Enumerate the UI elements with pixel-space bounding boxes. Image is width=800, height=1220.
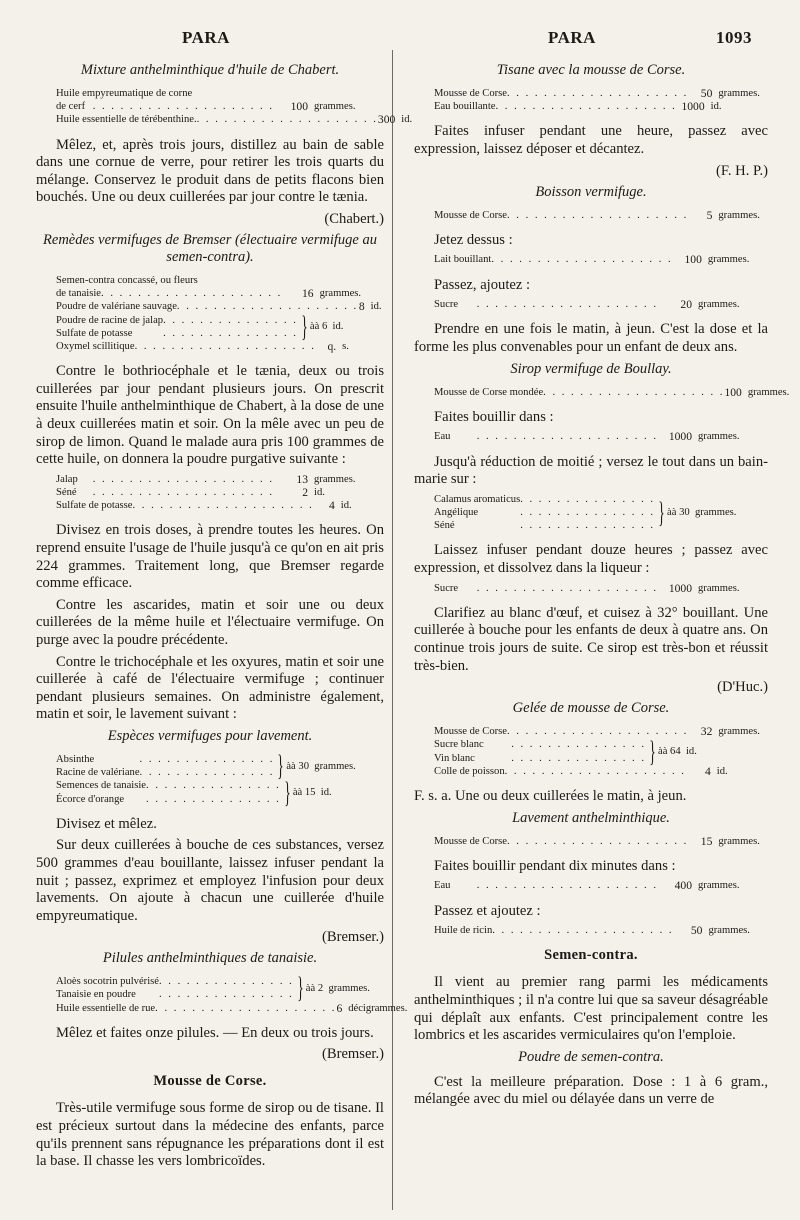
ingredient-row (434, 506, 655, 519)
group-quantity (658, 745, 768, 758)
group-quantity (310, 320, 384, 333)
ingredient-row (434, 738, 646, 751)
ingredient-quantity: q. (327, 340, 337, 353)
ingredient-row (56, 499, 384, 512)
leader-dots: . . . . . . . . . . . . . . . (146, 793, 281, 805)
paragraph: Passez et ajoutez : (434, 902, 541, 919)
ingredient-unit: grammes. (707, 254, 750, 266)
ingredient-row (434, 582, 768, 595)
ingredient-group-items (434, 493, 655, 533)
paragraph: Passez, ajoutez : (434, 276, 531, 293)
ingredient-name: Calamus aromaticus (434, 493, 521, 505)
ingredient-name: Semen-contra concassé, ou fleurs (56, 274, 198, 286)
paragraph: Contre le trichocéphale et les oxyures, matin et soir une cuillerée à café de l'électuaire vermifuge ; continuer pendant plusieurs semaines. On administre également, matin et soir, le lavement suivant : (36, 653, 384, 723)
leader-dots: . . . . . . . . . . . . . . . . . . . . (92, 101, 274, 113)
leader-dots: . . . . . . . . . . . . . . . (511, 739, 646, 751)
paragraph: Très-utile vermifuge sous forme de sirop ou de tisane. Il est précieux surtout dans la médecine des enfants, parce qu'ils prennent sans répugnance les préparations dont il est la base. Il chasse les vers lombricoïdes. (36, 1100, 384, 1170)
group-quantity (306, 982, 384, 995)
ingredient-group-items (56, 975, 294, 1001)
ingredient-name: Sucre (434, 299, 459, 311)
ingredient-row (434, 385, 790, 399)
ingredient-quantity: 1000 (668, 430, 692, 444)
ingredient-unit: grammes. (319, 288, 362, 300)
leader-dots: . . . . . . . . . . . . . . . (163, 327, 298, 339)
ingredient-row (56, 975, 294, 988)
recipe-lavement-species (56, 749, 384, 809)
ingredient-name: Tanaisie en poudre (56, 989, 136, 1001)
ingredient-unit: s. (342, 341, 349, 352)
leader-dots: . . . . . . . . . . . . . . . . . . . . (155, 1002, 337, 1014)
paragraph: Sur deux cuillerées à bouche de ces substances, versez 500 grammes d'eau bouillante, laissez infuser pendant la nuit ; passez, exprimez et employez l'infusion pour deux lavements. On ajoute à chacun une cuillerée d'huile empyreumatique. (36, 837, 384, 924)
group-quantity (286, 760, 384, 773)
ingredient-unit: id. (401, 114, 413, 126)
ingredient-row (434, 725, 768, 738)
ingredient-unit: grammes. (708, 925, 750, 937)
ingredient-name: Poudre de valériane sauvage (56, 301, 177, 313)
ingredient-unit: grammes. (718, 209, 760, 221)
ingredient-group (434, 493, 768, 533)
ingredient-unit: id. (320, 786, 332, 798)
ingredient-row (434, 519, 655, 532)
leader-dots: . . . . . . . . . . . . . . . (139, 753, 275, 765)
ingredient-name: Mousse de Corse mondée (434, 386, 544, 398)
ingredient-row (434, 752, 646, 765)
ingredient-quantity: 300 (377, 113, 396, 127)
ingredient-row (56, 287, 384, 300)
recipe-lavement-3 (434, 924, 768, 937)
leader-dots: . . . . . . . . . . . . . . . . . . . . (492, 925, 674, 937)
ingredient-unit: grammes. (698, 880, 740, 892)
ingredient-name: Sulfate de potasse (56, 500, 133, 512)
heading-poudre-semen-contra: Poudre de semen-contra. (518, 1048, 664, 1065)
ingredient-name: Huile de ricin (434, 925, 493, 937)
ingredient-unit: grammes. (718, 726, 760, 738)
recipe-tisane (434, 87, 768, 113)
leader-dots: . . . . . . . . . . . . . . . (520, 520, 656, 532)
ingredient-group-items (56, 753, 274, 779)
page-number: 1093 (716, 28, 752, 47)
brace-icon: } (284, 775, 291, 809)
ingredient-row (434, 765, 768, 778)
recipe-bremser-electuary (56, 274, 384, 353)
ingredient-row (56, 340, 384, 353)
ingredient-name: Lait bouillant (434, 254, 492, 266)
brace-icon: } (297, 971, 304, 1005)
leader-dots: . . . . . . . . . . . . . . . . . . . . (495, 101, 677, 113)
ingredient-row (56, 766, 274, 779)
ingredient-quantity: 4 (328, 499, 335, 513)
ingredient-unit: grammes. (698, 299, 740, 311)
ingredient-name: Séné (56, 486, 77, 498)
right-column (414, 58, 790, 1113)
ingredient-name: Huile empyreumatique de corne (56, 88, 193, 99)
ingredient-row (56, 486, 384, 499)
ingredient-row (56, 100, 384, 113)
ingredient-row (56, 327, 298, 340)
ingredient-name: Mousse de Corse (434, 835, 507, 847)
ingredient-unit: id. (685, 745, 697, 757)
ingredient-row (434, 209, 768, 222)
paragraph: Faites bouillir dans : (434, 408, 554, 425)
ingredient-quantity: 50 (700, 87, 713, 100)
leader-dots: . . . . . . . . . . . . . . . . . . . . (476, 299, 658, 311)
attribution: (D'Huc.) (717, 679, 768, 696)
attribution: (Chabert.) (324, 210, 384, 227)
recipe-boisson-1 (434, 209, 768, 222)
ingredient-row (434, 879, 768, 892)
ingredient-quantity: 13 (296, 472, 308, 486)
recipe-tanaisie-pills (56, 971, 408, 1015)
ingredient-unit: id. (716, 765, 728, 777)
ingredient-row (434, 493, 655, 506)
ingredient-name: Sulfate de potasse (56, 327, 133, 339)
heading-sirop-boullay: Sirop vermifuge de Boullay. (510, 360, 672, 377)
ingredient-name: Semences de tanaisie (56, 780, 147, 792)
ingredient-unit: id. (710, 101, 722, 113)
ingredient-quantity: 16 (302, 287, 314, 301)
ingredient-name: Mousse de Corse (434, 88, 507, 99)
leader-dots: . . . . . . . . . . . . . . . . . . . . (134, 341, 316, 352)
paragraph: F. s. a. Une ou deux cuillerées le matin, à jeun. (414, 787, 687, 804)
ingredient-name: Poudre de racine de jalap (56, 314, 164, 326)
ingredient-group (56, 309, 384, 343)
leader-dots: . . . . . . . . . . . . . . . . . . . . (476, 582, 658, 594)
ingredient-quantity: 100 (724, 385, 742, 399)
ingredient-row (56, 988, 294, 1001)
paragraph: Il vient au premier rang parmi les médicaments anthelminthiques ; il n'a contre lui que sa saveur désagréable qui déplaît aux enfants. C'est principalement contre les lombrics et les ascarides vermiculaires qu'on l'emploie. (414, 974, 768, 1044)
leader-dots: . . . . . . . . . . . . . . . . . . . . (476, 431, 658, 443)
paragraph: Contre les ascarides, matin et soir une ou deux cuillerées de la même huile et l'électuaire vermifuge. On purge avec la poudre précédente. (36, 596, 384, 648)
ingredient-row (56, 87, 384, 100)
recipe-boisson-2 (434, 253, 768, 266)
ingredient-name: Mousse de Corse (434, 726, 507, 738)
ingredient-group (56, 749, 384, 783)
ingredient-row (434, 430, 768, 443)
ingredient-unit: grammes. (314, 760, 356, 772)
recipe-chabert (56, 87, 413, 127)
leader-dots: . . . . . . . . . . . . . . . . . . . . (132, 500, 314, 512)
leader-dots: . . . . . . . . . . . . . . . (511, 752, 646, 764)
leader-dots: . . . . . . . . . . . . . . . (158, 989, 294, 1001)
heading-semen-contra: Semen-contra. (544, 947, 638, 964)
ingredient-name: Huile essentielle de térébenthine. (56, 114, 197, 126)
ingredient-unit: grammes. (718, 835, 760, 847)
paragraph: Mêlez et faites onze pilules. — En deux ou trois jours. (56, 1024, 374, 1041)
ingredient-name: Sucre (434, 582, 459, 594)
ingredient-quantity: 100 (290, 100, 308, 114)
ingredient-name: Racine de valériane (56, 767, 140, 779)
ingredient-unit: id. (370, 301, 382, 313)
leader-dots: . . . . . . . . . . . . . . . . . . . . (506, 209, 689, 221)
paragraph: Divisez en trois doses, à prendre toutes les heures. On reprend ensuite l'usage de l'huile jusqu'à ce qu'on en ait pris 224 grammes. Traitement long, que Bremser regarde comme efficace. (36, 522, 384, 592)
leader-dots: . . . . . . . . . . . . . . . . . . . . (543, 386, 725, 398)
ingredient-name: Sucre blanc (434, 739, 484, 751)
ingredient-name: Écorce d'orange (56, 793, 125, 805)
attribution: (Bremser.) (321, 929, 384, 946)
leader-dots: . . . . . . . . . . . . . . . (139, 767, 275, 779)
ingredient-name: Aloès socotrin pulvérisé (56, 976, 159, 988)
ingredient-name: Huile essentielle de rue (56, 1002, 156, 1014)
ingredient-name: Séné (434, 520, 455, 532)
ingredient-name: Absinthe (56, 753, 95, 765)
running-head-left: PARA (182, 28, 230, 47)
ingredient-name: Colle de poisson (434, 765, 505, 777)
ingredient-quantity: àà 2 (305, 982, 329, 994)
leader-dots: . . . . . . . . . . . . . . . . . . . . (196, 114, 378, 126)
paragraph: Jusqu'à réduction de moitié ; versez le tout dans un bain-marie sur : (414, 453, 768, 488)
leader-dots: . . . . . . . . . . . . . . . . . . . . (504, 765, 686, 777)
ingredient-quantity: 6 (336, 1001, 343, 1015)
ingredient-row (56, 793, 281, 806)
recipe-sirop-4 (434, 582, 768, 595)
recipe-sirop-1 (434, 385, 790, 399)
brace-icon: } (301, 309, 308, 343)
ingredient-quantity: 1000 (668, 581, 692, 595)
ingredient-row (56, 753, 274, 766)
leader-dots: . . . . . . . . . . . . . . . . . . . . (101, 288, 283, 300)
ingredient-quantity: àà 15 (292, 786, 321, 798)
paragraph: Laissez infuser pendant douze heures ; passez avec expression, et dissolvez dans la liqueur : (414, 542, 768, 576)
group-quantity (667, 506, 768, 519)
ingredient-row (434, 100, 768, 113)
recipe-purgative-powder (56, 473, 384, 513)
ingredient-quantity: àà 6 (309, 321, 333, 333)
leader-dots: . . . . . . . . . . . . . . . . . . . . (506, 835, 689, 847)
ingredient-quantity: àà 64 (658, 745, 686, 757)
ingredient-unit: grammes. (698, 582, 740, 594)
heading-chabert-mixture: Mixture anthelminthique d'huile de Chabert. (80, 62, 340, 78)
ingredient-name: Eau bouillante (434, 101, 496, 113)
heading-tanaisie-pills: Pilules anthelminthiques de tanaisie. (102, 950, 318, 967)
ingredient-row (56, 473, 384, 486)
heading-mousse-de-corse: Mousse de Corse. (153, 1073, 267, 1090)
ingredient-row (434, 298, 768, 311)
ingredient-group (56, 775, 384, 809)
recipe-sirop-2 (434, 430, 768, 443)
paragraph: Mêlez, et, après trois jours, distillez au bain de sable dans une cornue de verre, pour retirer les trois quarts du mélange. Conservez le produit dans de petits flacons bien bouchés. Une ou deux cuillerées par jour contre le tænia. (36, 136, 384, 206)
ingredient-row (56, 113, 413, 127)
ingredient-row (434, 87, 768, 100)
running-head-center: PARA (548, 28, 596, 47)
ingredient-quantity: 32 (700, 725, 713, 739)
brace-icon: } (658, 495, 665, 529)
recipe-lavement-2 (434, 879, 768, 892)
ingredient-row (56, 779, 281, 792)
recipe-lavement-1 (434, 835, 768, 848)
ingredient-group (434, 734, 768, 768)
ingredient-name: Jalap (56, 473, 78, 485)
heading-boisson: Boisson vermifuge. (535, 183, 647, 200)
ingredient-quantity: 400 (674, 879, 692, 893)
ingredient-row (56, 314, 298, 327)
ingredient-unit: grammes. (718, 88, 760, 99)
ingredient-group-items (56, 779, 281, 805)
ingredient-unit: grammes. (698, 431, 740, 443)
brace-icon: } (277, 749, 285, 783)
attribution: (F. H. P.) (716, 162, 768, 179)
ingredient-name: Oxymel scillitique (56, 341, 135, 352)
ingredient-row (56, 274, 384, 287)
ingredient-unit: grammes. (314, 473, 356, 485)
leader-dots: . . . . . . . . . . . . . . . . . . . . (92, 473, 274, 485)
left-column (36, 58, 413, 1175)
ingredient-quantity: àà 30 (667, 506, 695, 518)
ingredient-unit: grammes. (328, 982, 370, 994)
ingredient-name: Vin blanc (434, 752, 475, 764)
heading-tisane: Tisane avec la mousse de Corse. (496, 62, 686, 78)
recipe-boisson-3 (434, 298, 768, 311)
ingredient-quantity: 20 (680, 298, 692, 312)
ingredient-group-items (434, 738, 646, 764)
ingredient-name: de cerf (56, 101, 86, 113)
ingredient-unit: id. (332, 321, 344, 333)
ingredient-quantity: 8 (358, 300, 365, 314)
paragraph: Contre le bothriocéphale et le tænia, deux ou trois cuillerées par jour pendant plusieurs jours. On prescrit ensuite l'huile anthelminthique de Chabert, à la dose de une à deux cuillerées matin et soir. On la mêle avec un peu de sirop de limon. Quand le malade aura pris 100 grammes de cette huile, on donnera la poudre purgative suivante : (36, 363, 384, 468)
leader-dots: . . . . . . . . . . . . . . . . . . . . (491, 254, 673, 266)
recipe-gelee (434, 725, 768, 778)
ingredient-quantity: 1000 (681, 100, 705, 114)
group-quantity (293, 786, 384, 799)
leader-dots: . . . . . . . . . . . . . . . . . . . . (176, 301, 359, 313)
leader-dots: . . . . . . . . . . . . . . . (520, 493, 656, 505)
leader-dots: . . . . . . . . . . . . . . . (158, 976, 294, 988)
ingredient-unit: grammes. (747, 386, 790, 398)
leader-dots: . . . . . . . . . . . . . . . (520, 506, 656, 518)
ingredient-group (56, 971, 384, 1005)
ingredient-unit: décigrammes. (348, 1002, 408, 1014)
ingredient-quantity: 4 (705, 764, 711, 778)
paragraph: Clarifiez au blanc d'œuf, et cuisez à 32° bouillant. Une cuillerée à bouche pour les enfants de deux à quatre ans. On continue trois jours de suite. Ce sirop est très-bon et réussit très-bien. (414, 604, 768, 674)
leader-dots: . . . . . . . . . . . . . . . . . . . . (506, 88, 689, 99)
ingredient-name: de tanaisie (56, 288, 102, 300)
ingredient-quantity: 5 (706, 208, 713, 222)
paragraph: Prendre en une fois le matin, à jeun. C'est la dose et la forme les plus convenables pour un enfant de deux ans. (414, 321, 768, 355)
ingredient-row (56, 1001, 408, 1015)
column-divider (392, 50, 393, 1210)
attribution: (Bremser.) (321, 1046, 384, 1063)
ingredient-name: Eau (434, 431, 451, 443)
ingredient-unit: id. (314, 486, 325, 498)
paragraph: Faites infuser pendant une heure, passez avec expression, laissez déposer et décantez. (414, 123, 768, 157)
heading-gelee: Gelée de mousse de Corse. (512, 700, 670, 717)
ingredient-unit: grammes. (314, 101, 356, 113)
ingredient-row (434, 835, 768, 848)
heading-bremser-remedies: Remèdes vermifuges de Bremser (électuaire vermifuge au semen-contra). (43, 231, 377, 265)
ingredient-unit: grammes. (694, 506, 737, 518)
leader-dots: . . . . . . . . . . . . . . . (163, 314, 298, 326)
ingredient-row (434, 924, 768, 937)
paragraph: Faites bouillir pendant dix minutes dans : (434, 857, 676, 874)
paragraph: C'est la meilleure préparation. Dose : 1 à 6 gram., mélangée avec du miel ou délayée dans un verre de (414, 1073, 768, 1108)
ingredient-name: Eau (434, 880, 451, 892)
heading-lavement-species: Espèces vermifuges pour lavement. (107, 727, 313, 744)
ingredient-quantity: àà 30 (286, 760, 315, 772)
paragraph: Jetez dessus : (434, 231, 513, 248)
leader-dots: . . . . . . . . . . . . . . . . . . . . (92, 486, 274, 498)
ingredient-row (434, 253, 768, 266)
leader-dots: . . . . . . . . . . . . . . . . . . . . (476, 880, 658, 892)
ingredient-unit: id. (340, 500, 352, 512)
paragraph: Divisez et mêlez. (56, 815, 157, 832)
ingredient-row (56, 300, 384, 313)
brace-icon: } (649, 734, 656, 768)
leader-dots: . . . . . . . . . . . . . . . (146, 780, 281, 792)
ingredient-quantity: 100 (684, 253, 702, 267)
ingredient-quantity: 15 (700, 834, 713, 848)
ingredient-quantity: 2 (302, 485, 308, 499)
recipe-sirop-3 (434, 493, 768, 533)
ingredient-quantity: 50 (690, 924, 703, 938)
heading-lavement: Lavement anthelminthique. (512, 809, 670, 826)
ingredient-group-items (56, 314, 298, 340)
ingredient-name: Mousse de Corse (434, 209, 507, 221)
ingredient-name: Angélique (434, 506, 479, 518)
leader-dots: . . . . . . . . . . . . . . . . . . . . (506, 726, 689, 738)
